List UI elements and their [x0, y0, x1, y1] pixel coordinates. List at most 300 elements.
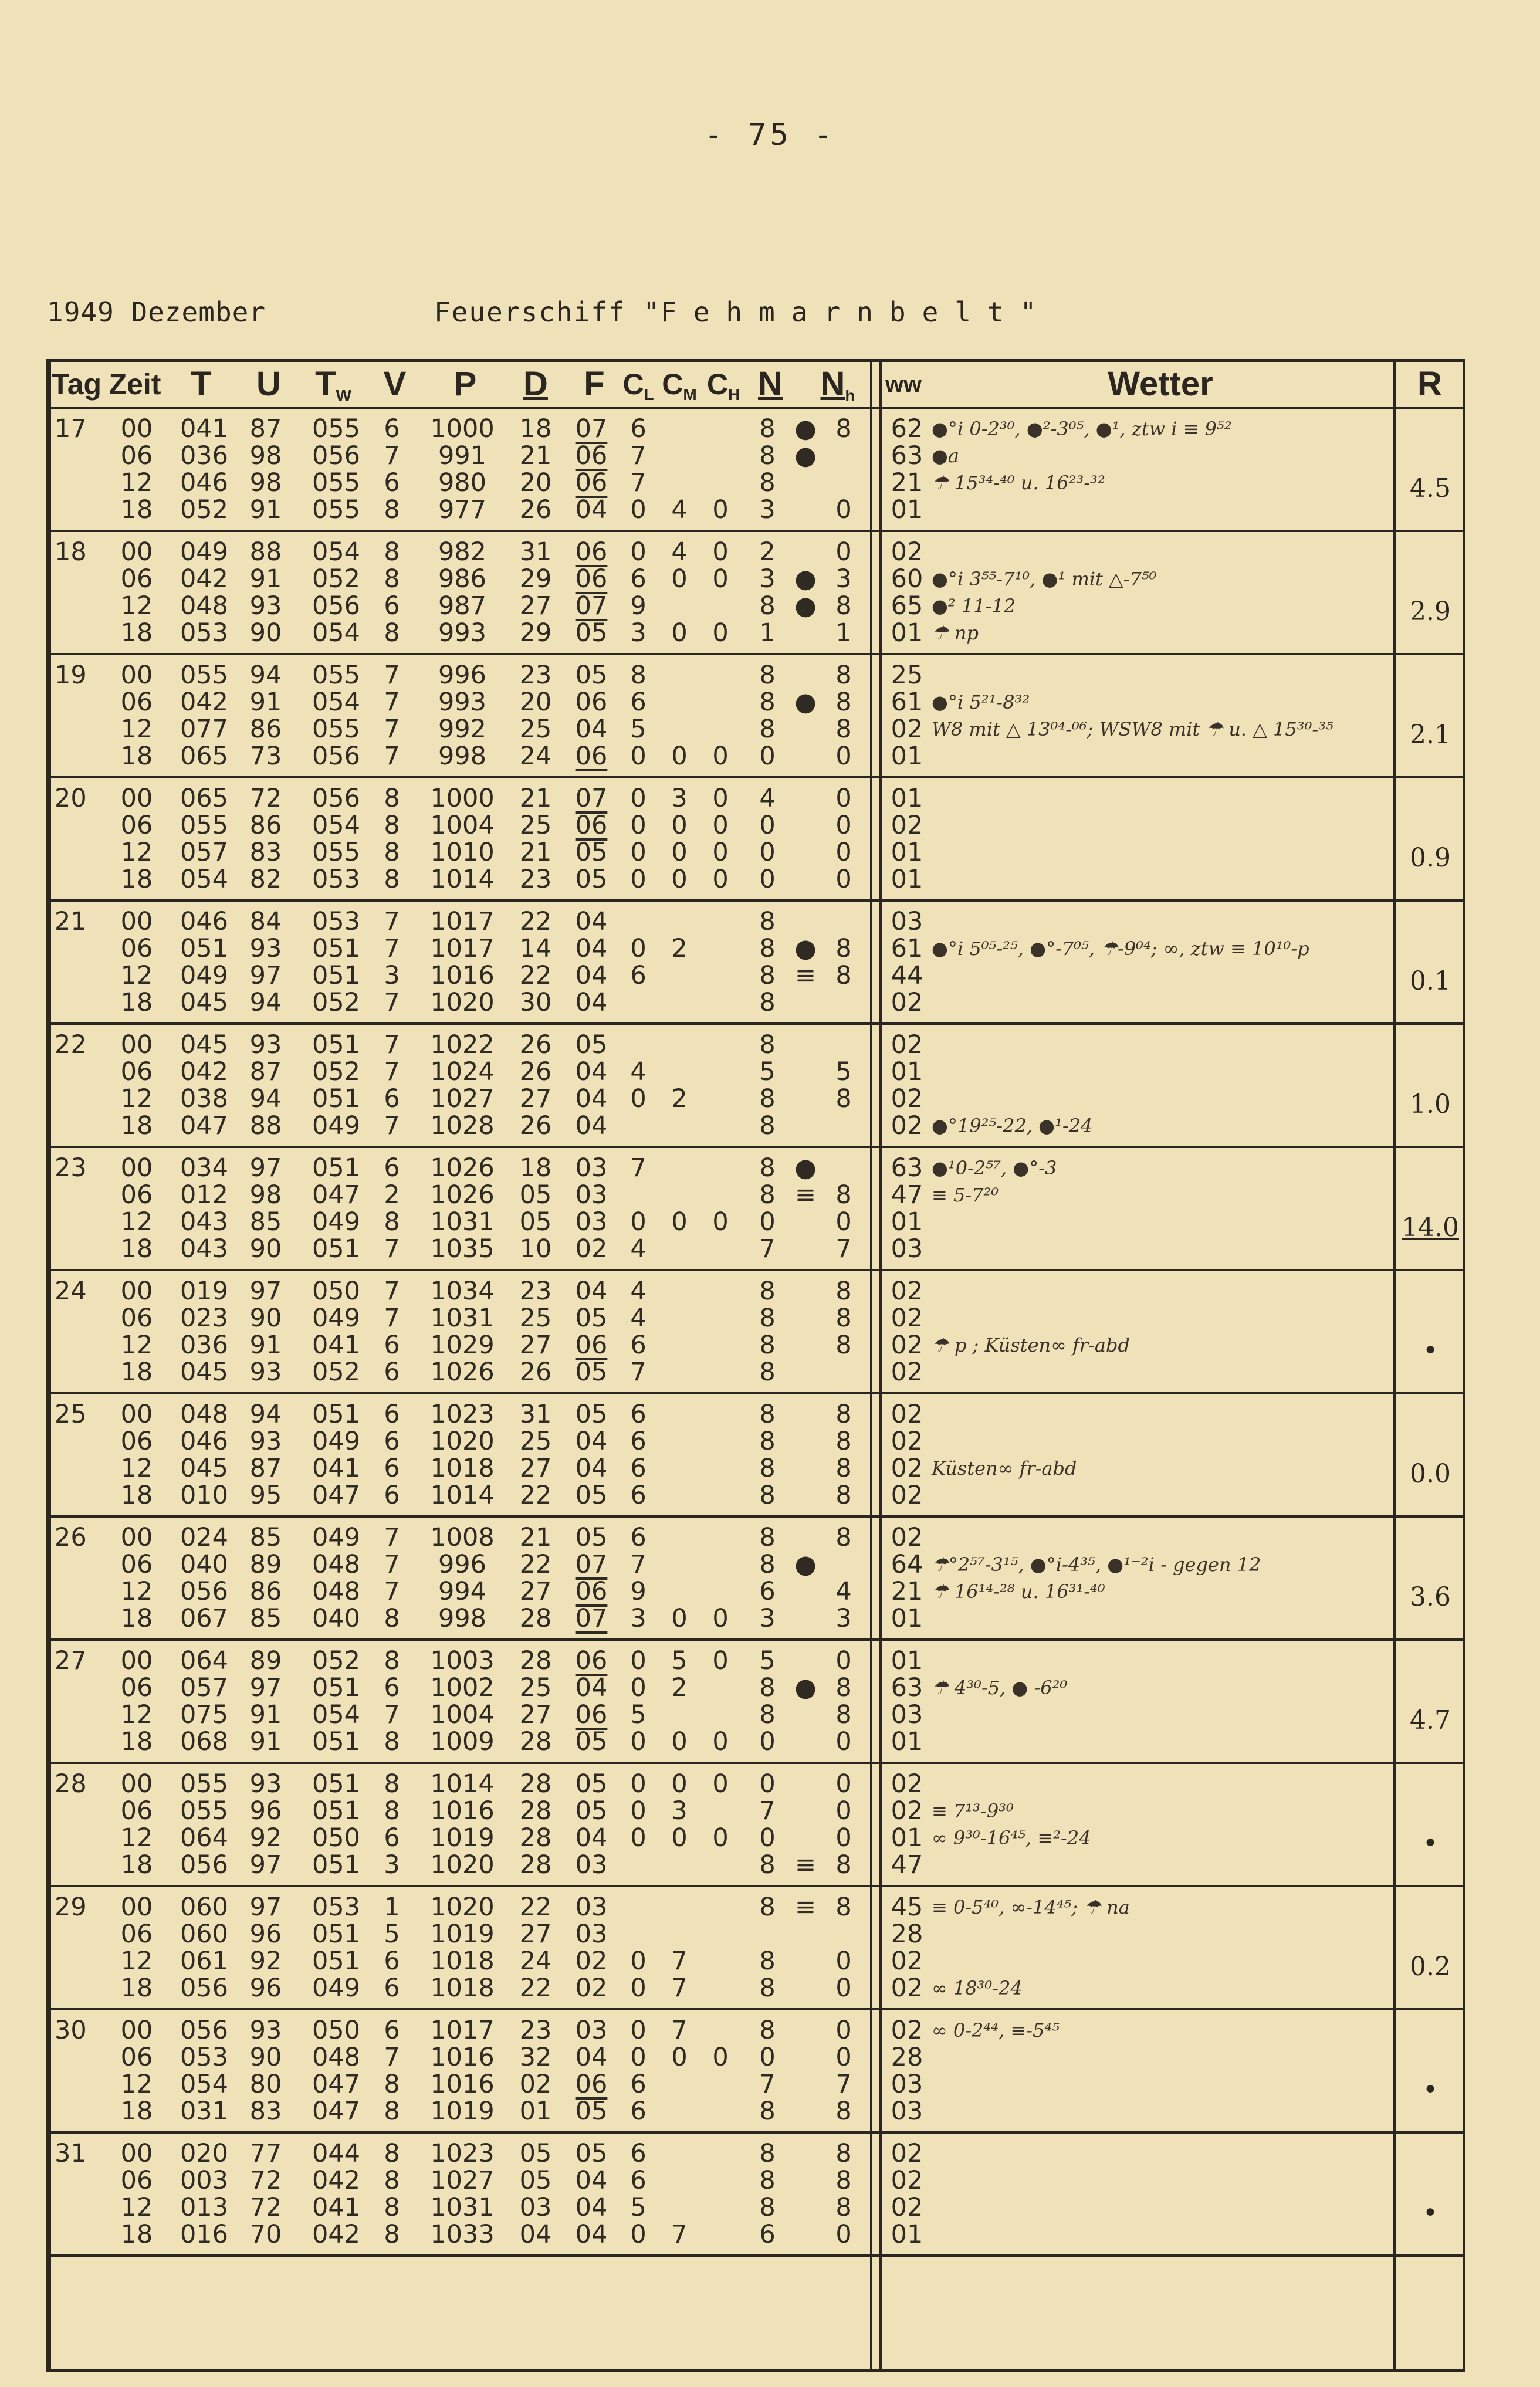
cell-u: 89	[249, 1646, 282, 1675]
cell-n: 0	[759, 1823, 776, 1853]
cell-ww: 02	[891, 1427, 923, 1456]
cell-cl: 6	[630, 1427, 647, 1456]
wetter-note: Küsten∞ fr-abd	[932, 1457, 1077, 1479]
cell-nh: 0	[835, 865, 852, 894]
cell-d: 22	[519, 1973, 552, 2003]
cell-v: 6	[384, 2016, 400, 2045]
cell-cl: 0	[630, 537, 647, 567]
cell-t: 056	[180, 1850, 229, 1880]
precip-value: •	[1423, 2075, 1438, 2105]
cell-sym: ●	[794, 934, 817, 963]
cell-d: 22	[519, 1550, 552, 1579]
cell-cm: 3	[671, 784, 688, 813]
cell-zeit: 06	[120, 934, 153, 963]
cell-zeit: 06	[120, 1057, 153, 1086]
cell-nh: 0	[835, 742, 852, 771]
cell-t: 049	[180, 537, 229, 567]
cell-ch: 0	[712, 1823, 729, 1853]
cell-cm: 3	[671, 1796, 688, 1826]
cell-t: 053	[180, 618, 229, 648]
cell-p: 1018	[430, 1946, 495, 1976]
wetter-note: ●°i 5²¹-8³²	[932, 691, 1030, 713]
cell-u: 94	[249, 661, 282, 690]
cell-cm: 4	[671, 537, 688, 567]
day-separator	[49, 1392, 1463, 1394]
cell-nh: 8	[835, 2193, 852, 2222]
cell-u: 97	[249, 1850, 282, 1880]
cell-n: 8	[759, 907, 776, 936]
cell-t: 020	[180, 2139, 229, 2168]
cell-cm: 0	[671, 1727, 688, 1756]
wetter-note: ☂°2⁵⁷-3¹⁵, ●°i-4³⁵, ●¹⁻²i - gegen 12	[932, 1553, 1261, 1576]
cell-n: 3	[759, 495, 776, 524]
cell-ww: 02	[891, 1973, 923, 2003]
day-tag: 18	[55, 537, 87, 567]
col-header-tw	[295, 362, 371, 407]
cell-t: 061	[180, 1946, 229, 1976]
cell-n: 7	[759, 1796, 776, 1826]
cell-p: 1034	[430, 1277, 495, 1306]
cell-n: 0	[759, 2043, 776, 2072]
cell-nh: 8	[835, 1180, 852, 1210]
cell-v: 6	[384, 1330, 400, 1360]
cell-nh: 8	[835, 715, 852, 744]
cell-nh: 0	[835, 1769, 852, 1799]
cell-d: 05	[519, 2139, 552, 2168]
precip-value: 0.0	[1410, 1459, 1451, 1489]
cell-u: 88	[249, 537, 282, 567]
day-tag: 24	[55, 1277, 87, 1306]
cell-zeit: 12	[120, 1700, 153, 1729]
cell-d: 28	[519, 1646, 552, 1675]
cell-zeit: 06	[120, 688, 153, 717]
cell-tw: 055	[312, 838, 361, 867]
cell-sym: ≡	[794, 961, 817, 990]
wetter-note: ●a	[932, 445, 959, 467]
cell-p: 1014	[430, 1769, 495, 1799]
cell-v: 6	[384, 1673, 400, 1702]
cell-n: 8	[759, 2016, 776, 2045]
col-header-p: P	[453, 365, 477, 403]
cell-u: 96	[249, 1919, 282, 1949]
cell-zeit: 12	[120, 2193, 153, 2222]
cell-ch: 0	[712, 537, 729, 567]
cell-cl: 6	[630, 1454, 647, 1483]
cell-v: 6	[384, 1481, 400, 1510]
cell-zeit: 18	[120, 988, 153, 1017]
cell-cl: 4	[630, 1277, 647, 1306]
header-ship-prefix: Feuerschiff "	[434, 296, 661, 328]
cell-ww: 02	[891, 1357, 923, 1387]
cell-f: 03	[575, 1207, 608, 1237]
cell-n: 7	[759, 2070, 776, 2099]
cell-ww: 25	[891, 661, 923, 690]
cell-d: 05	[519, 2166, 552, 2195]
cell-u: 90	[249, 1234, 282, 1264]
cell-d: 03	[519, 2193, 552, 2222]
cell-f: 06	[575, 1646, 608, 1675]
cell-cl: 6	[630, 1481, 647, 1510]
wetter-note: ☂ 4³⁰-5, ● -6²⁰	[932, 1677, 1068, 1699]
cell-d: 24	[519, 1946, 552, 1976]
cell-cm: 2	[671, 1673, 688, 1702]
cell-u: 94	[249, 1400, 282, 1429]
cell-zeit: 12	[120, 715, 153, 744]
cell-t: 045	[180, 1030, 229, 1059]
cell-u: 85	[249, 1604, 282, 1633]
cell-nh: 8	[835, 2166, 852, 2195]
cell-nh: 8	[835, 1277, 852, 1306]
cell-nh: 7	[835, 1234, 852, 1264]
cell-cl: 7	[630, 441, 647, 470]
cell-tw: 052	[312, 1646, 361, 1675]
cell-f: 07	[575, 1604, 608, 1633]
cell-cl: 6	[630, 2070, 647, 2099]
cell-p: 1031	[430, 2193, 495, 2222]
wetter-note: ∞ 0-2⁴⁴, ≡-5⁴⁵	[932, 2019, 1060, 2041]
cell-t: 054	[180, 865, 229, 894]
cell-t: 041	[180, 414, 229, 443]
cell-u: 80	[249, 2070, 282, 2099]
cell-n: 0	[759, 811, 776, 840]
cell-u: 77	[249, 2139, 282, 2168]
cell-v: 6	[384, 1427, 400, 1456]
cell-u: 96	[249, 1796, 282, 1826]
cell-zeit: 00	[120, 1646, 153, 1675]
day-separator	[49, 530, 1463, 532]
cell-ww: 65	[891, 591, 923, 621]
cell-tw: 051	[312, 1769, 361, 1799]
cell-v: 7	[384, 1111, 400, 1140]
cell-u: 90	[249, 2043, 282, 2072]
cell-d: 32	[519, 2043, 552, 2072]
cell-ww: 02	[891, 1769, 923, 1799]
cell-zeit: 00	[120, 784, 153, 813]
cell-n: 8	[759, 414, 776, 443]
cell-f: 06	[575, 537, 608, 567]
cell-cl: 6	[630, 2166, 647, 2195]
cell-f: 06	[575, 811, 608, 840]
cell-nh: 8	[835, 1303, 852, 1333]
cell-cl: 3	[630, 618, 647, 648]
cell-p: 996	[438, 661, 487, 690]
cell-zeit: 18	[120, 1357, 153, 1387]
col-header-v: V	[383, 365, 407, 403]
cell-d: 23	[519, 865, 552, 894]
cell-tw: 042	[312, 2220, 361, 2249]
cell-zeit: 12	[120, 1577, 153, 1606]
cell-t: 048	[180, 591, 229, 621]
cell-ww: 02	[891, 1303, 923, 1333]
cell-v: 6	[384, 1946, 400, 1976]
cell-n: 8	[759, 441, 776, 470]
cell-t: 043	[180, 1234, 229, 1264]
cell-ww: 61	[891, 934, 923, 963]
cell-f: 04	[575, 495, 608, 524]
cell-f: 06	[575, 1577, 608, 1606]
cell-p: 992	[438, 715, 487, 744]
cell-tw: 051	[312, 1400, 361, 1429]
cell-n: 8	[759, 1303, 776, 1333]
cell-tw: 051	[312, 1673, 361, 1702]
cell-zeit: 00	[120, 1523, 153, 1552]
cell-t: 060	[180, 1892, 229, 1922]
cell-tw: 051	[312, 1850, 361, 1880]
cell-cl: 0	[630, 1769, 647, 1799]
cell-zeit: 18	[120, 618, 153, 648]
wetter-note: ●°19²⁵-22, ●¹-24	[932, 1115, 1093, 1137]
cell-u: 73	[249, 742, 282, 771]
cell-zeit: 12	[120, 838, 153, 867]
cell-ww: 03	[891, 2070, 923, 2099]
cell-nh: 8	[835, 661, 852, 690]
cell-nh: 8	[835, 1700, 852, 1729]
cell-n: 6	[759, 2220, 776, 2249]
cell-v: 7	[384, 1303, 400, 1333]
cell-u: 93	[249, 591, 282, 621]
cell-f: 05	[575, 838, 608, 867]
cell-u: 83	[249, 838, 282, 867]
cell-ch: 0	[712, 1207, 729, 1237]
wetter-note: ☂ p ; Küsten∞ fr-abd	[932, 1334, 1130, 1356]
cell-cl: 5	[630, 1700, 647, 1729]
ship-name: Fehmarnbelt	[661, 296, 1020, 328]
cell-tw: 054	[312, 618, 361, 648]
cell-d: 23	[519, 1277, 552, 1306]
cell-zeit: 18	[120, 1604, 153, 1633]
cell-u: 88	[249, 1111, 282, 1140]
cell-u: 83	[249, 2097, 282, 2126]
precip-value: 1.0	[1410, 1089, 1451, 1119]
cell-ww: 01	[891, 618, 923, 648]
cell-zeit: 00	[120, 1892, 153, 1922]
cell-v: 7	[384, 1700, 400, 1729]
cell-d: 26	[519, 1111, 552, 1140]
cell-t: 053	[180, 2043, 229, 2072]
cell-u: 96	[249, 1973, 282, 2003]
cell-zeit: 12	[120, 468, 153, 497]
cell-v: 8	[384, 1646, 400, 1675]
cell-ww: 63	[891, 1673, 923, 1702]
cell-tw: 051	[312, 1084, 361, 1113]
cell-v: 6	[384, 1400, 400, 1429]
cell-t: 046	[180, 1427, 229, 1456]
cell-v: 7	[384, 1234, 400, 1264]
col-header-t: T	[191, 365, 212, 403]
cell-d: 14	[519, 934, 552, 963]
cell-v: 6	[384, 414, 400, 443]
cell-ww: 01	[891, 838, 923, 867]
cell-zeit: 06	[120, 564, 153, 594]
cell-u: 93	[249, 2016, 282, 2045]
cell-cl: 8	[630, 661, 647, 690]
cell-v: 6	[384, 1084, 400, 1113]
cell-n: 8	[759, 1700, 776, 1729]
cell-ww: 03	[891, 1700, 923, 1729]
cell-v: 7	[384, 715, 400, 744]
cell-tw: 049	[312, 1523, 361, 1552]
cell-p: 1004	[430, 1700, 495, 1729]
cell-d: 04	[519, 2220, 552, 2249]
cell-u: 91	[249, 688, 282, 717]
cell-p: 1000	[430, 414, 495, 443]
cell-v: 7	[384, 988, 400, 1017]
cell-d: 30	[519, 988, 552, 1017]
cell-zeit: 06	[120, 1180, 153, 1210]
precip-value: 2.9	[1410, 597, 1451, 627]
cell-d: 21	[519, 441, 552, 470]
cell-n: 0	[759, 742, 776, 771]
cell-t: 056	[180, 2016, 229, 2045]
cell-t: 055	[180, 661, 229, 690]
cell-n: 8	[759, 934, 776, 963]
cell-p: 1019	[430, 1919, 495, 1949]
cell-f: 04	[575, 961, 608, 990]
cell-p: 1019	[430, 1823, 495, 1853]
cell-nh: 0	[835, 1646, 852, 1675]
cell-v: 8	[384, 1769, 400, 1799]
cell-p: 1019	[430, 2097, 495, 2126]
cell-cm: 0	[671, 1207, 688, 1237]
cell-t: 042	[180, 564, 229, 594]
cell-f: 05	[575, 865, 608, 894]
cell-t: 038	[180, 1084, 229, 1113]
cell-f: 05	[575, 661, 608, 690]
cell-tw: 055	[312, 414, 361, 443]
cell-v: 7	[384, 1577, 400, 1606]
cell-p: 1000	[430, 784, 495, 813]
cell-n: 8	[759, 2193, 776, 2222]
cell-nh: 8	[835, 2139, 852, 2168]
cell-u: 91	[249, 1700, 282, 1729]
cell-nh: 0	[835, 1727, 852, 1756]
cell-cl: 6	[630, 2097, 647, 2126]
cell-v: 8	[384, 865, 400, 894]
cell-ww: 01	[891, 1207, 923, 1237]
cell-d: 27	[519, 591, 552, 621]
cell-ch: 0	[712, 564, 729, 594]
cell-ww: 03	[891, 907, 923, 936]
cell-tw: 054	[312, 811, 361, 840]
weather-table	[46, 359, 1465, 2372]
cell-d: 25	[519, 1303, 552, 1333]
cell-cm: 4	[671, 495, 688, 524]
cell-tw: 049	[312, 1427, 361, 1456]
cell-zeit: 12	[120, 1454, 153, 1483]
cell-d: 05	[519, 1207, 552, 1237]
cell-n: 8	[759, 1454, 776, 1483]
cell-zeit: 18	[120, 1111, 153, 1140]
cell-nh: 0	[835, 838, 852, 867]
cell-ww: 60	[891, 564, 923, 594]
cell-u: 87	[249, 1454, 282, 1483]
cell-v: 8	[384, 618, 400, 648]
col-header-r: R	[1417, 365, 1442, 403]
cell-ch: 0	[712, 1604, 729, 1633]
col-header-wetter: Wetter	[1108, 365, 1213, 403]
cell-v: 8	[384, 2193, 400, 2222]
cell-v: 1	[384, 1892, 400, 1922]
cell-v: 2	[384, 1180, 400, 1210]
cell-n: 8	[759, 1673, 776, 1702]
cell-p: 1017	[430, 907, 495, 936]
cell-u: 89	[249, 1550, 282, 1579]
cell-n: 8	[759, 1427, 776, 1456]
day-separator	[49, 1146, 1463, 1148]
wetter-note: ●°i 5⁰⁵-²⁵, ●°-7⁰⁵, ☂-9⁰⁴; ∞, ztw ≡ 10¹⁰-p	[932, 937, 1309, 960]
cell-u: 97	[249, 961, 282, 990]
cell-t: 042	[180, 688, 229, 717]
cell-d: 31	[519, 1400, 552, 1429]
cell-n: 8	[759, 988, 776, 1017]
cell-zeit: 06	[120, 1550, 153, 1579]
cell-tw: 051	[312, 1946, 361, 1976]
cell-zeit: 12	[120, 1946, 153, 1976]
cell-zeit: 12	[120, 1330, 153, 1360]
day-tag: 28	[55, 1769, 87, 1799]
cell-d: 25	[519, 715, 552, 744]
col-header-cl-main: C	[622, 368, 644, 401]
cell-p: 991	[438, 441, 487, 470]
cell-p: 1002	[430, 1673, 495, 1702]
cell-t: 057	[180, 838, 229, 867]
cell-cm: 0	[671, 742, 688, 771]
cell-n: 8	[759, 1153, 776, 1183]
cell-t: 045	[180, 1357, 229, 1387]
col-header-cm-main: C	[662, 368, 683, 401]
cell-n: 8	[759, 1850, 776, 1880]
precip-value: 4.5	[1410, 473, 1451, 503]
cell-ww: 44	[891, 961, 923, 990]
cell-t: 064	[180, 1646, 229, 1675]
cell-d: 28	[519, 1823, 552, 1853]
day-tag: 23	[55, 1153, 87, 1183]
cell-d: 27	[519, 1919, 552, 1949]
cell-t: 075	[180, 1700, 229, 1729]
cell-f: 03	[575, 1153, 608, 1183]
page-number: - 75 -	[704, 117, 836, 153]
cell-d: 23	[519, 2016, 552, 2045]
cell-d: 18	[519, 1153, 552, 1183]
cell-tw: 047	[312, 2070, 361, 2099]
cell-zeit: 18	[120, 1727, 153, 1756]
cell-d: 28	[519, 1850, 552, 1880]
cell-u: 93	[249, 934, 282, 963]
cell-tw: 055	[312, 495, 361, 524]
cell-u: 97	[249, 1673, 282, 1702]
precip-value: •	[1423, 2198, 1438, 2228]
cell-ch: 0	[712, 742, 729, 771]
cell-t: 052	[180, 495, 229, 524]
cell-cm: 0	[671, 564, 688, 594]
cell-u: 97	[249, 1892, 282, 1922]
cell-u: 87	[249, 1057, 282, 1086]
cell-cl: 0	[630, 865, 647, 894]
cell-d: 22	[519, 1481, 552, 1510]
cell-f: 04	[575, 2220, 608, 2249]
cell-nh: 8	[835, 1427, 852, 1456]
cell-cm: 0	[671, 618, 688, 648]
cell-n: 1	[759, 618, 776, 648]
cell-sym: ●	[794, 1153, 817, 1183]
cell-tw: 051	[312, 1153, 361, 1183]
cell-u: 91	[249, 1727, 282, 1756]
cell-cm: 7	[671, 2220, 688, 2249]
cell-f: 05	[575, 1030, 608, 1059]
cell-d: 26	[519, 1030, 552, 1059]
cell-n: 8	[759, 1946, 776, 1976]
cell-n: 8	[759, 1030, 776, 1059]
